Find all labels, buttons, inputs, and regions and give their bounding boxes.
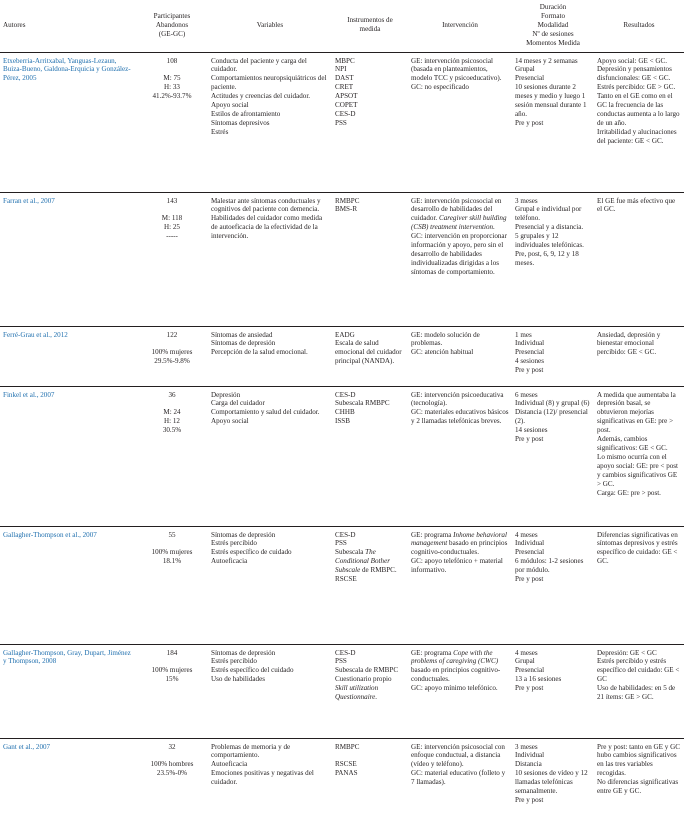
author-link[interactable]: Farran et al., 2007 [3, 196, 55, 205]
intervention-cell: GE: programa Inhome behavioral management basado en principios cognitivo-conductuales. GC: apoyo telefónico + material informativo. [408, 526, 512, 644]
author-link[interactable]: Gallagher-Thompson, Gray, Dupart, Jiménez y Thompson, 2008 [3, 648, 131, 666]
header-intervencion: Intervención [408, 0, 512, 52]
instruments-cell: EADG Escala de salud emocional del cuidador principal (NANDA). [332, 326, 408, 386]
duration-cell: 3 meses Grupal e individual por teléfono. Presencial y a distancia. 5 grupales y 12 individuales telefónicas. Pre, post, 6, 9, 12 y 18 meses. [512, 192, 594, 326]
variables-cell: Síntomas de depresión Estrés percibido Estrés específico de cuidado Autoeficacia [208, 526, 332, 644]
header-resultados: Resultados [594, 0, 684, 52]
author-link[interactable]: Ferré-Grau et al., 2012 [3, 330, 68, 339]
author-cell [0, 738, 136, 834]
header-participantes: Participantes Abandonos (GE-GC) [136, 0, 208, 52]
table-row [0, 738, 684, 834]
results-cell: Diferencias significativas en síntomas depresivos y estrés específico de cuidado: GE < GC. [594, 526, 684, 644]
results-cell: Pre y post: tanto en GE y GC hubo cambios significativos en las tres variables recogidas. No diferencias significativas entre GE y GC. [597, 742, 680, 796]
participants-cell: 108 M: 75 H: 33 41.2%-93.7% [136, 52, 208, 192]
intervention-cell: GE: intervención psicoeducativa (tecnología). GC: materiales educativos básicos y 2 llamadas telefónicas breves. [408, 386, 512, 526]
table-row [0, 52, 684, 192]
variables-cell: Depresión Carga del cuidador Comportamiento y salud del cuidador. Apoyo social [208, 386, 332, 526]
author-cell [0, 192, 136, 326]
header-duracion: Duración Formato Modalidad Nº de sesiones Momentos Medida [512, 0, 594, 52]
instruments-cell: RMBPC BMS-R [332, 192, 408, 326]
author-cell [0, 526, 136, 644]
variables-cell: Conducta del paciente y carga del cuidador. Comportamientos neuropsiquiátricos del paciente. Actitudes y creencias del cuidador. Apoyo social Estilos de afrontamiento Síntomas depresivos Estrés [208, 52, 332, 192]
variables-cell: Síntomas de ansiedad Síntomas de depresión Percepción de la salud emocional. [208, 326, 332, 386]
intervention-cell: GE: intervención psicosocial en desarrollo de habilidades del cuidador. Caregiver skill building (CSB) treatment intervention. GC: intervención en proporcionar información y apoyo, pero sin el desarrollo de habilidades individualizadas dirigidas a los síntomas de comportamiento. [408, 192, 512, 326]
header-row [0, 0, 684, 52]
author-link[interactable]: Finkel et al., 2007 [3, 390, 55, 399]
author-cell [0, 326, 136, 386]
author-cell [0, 52, 136, 192]
participants-cell: 55 100% mujeres 18.1% [136, 526, 208, 644]
variables-cell: Síntomas de depresión Estrés percibido Estrés específico del cuidado Uso de habilidades [208, 644, 332, 738]
results-cell: Ansiedad, depresión y bienestar emocional percibido: GE < GC. [594, 326, 684, 386]
instruments-cell: CES-D PSS Subescala de RMBPC Cuestionario propio Skill utilization Questionnaire. [332, 644, 408, 738]
table-row [0, 386, 684, 526]
participants-cell: 184 100% mujeres 15% [136, 644, 208, 738]
instruments-cell: MBPC NPI DAST CRET APSOT COPET CES-D PSS [332, 52, 408, 192]
variables-cell: Malestar ante síntomas conductuales y cognitivos del paciente con demencia. Habilidades del cuidador como medida de autoeficacia de la efectividad de la intervención. [208, 192, 332, 326]
table-row [0, 192, 684, 326]
intervention-cell: GE: modelo solución de problemas. GC: atención habitual [408, 326, 512, 386]
header-autores: Autores [0, 0, 136, 52]
instruments-cell: CES-D Subescala RMBPC CHHB ISSB [332, 386, 408, 526]
instruments-cell: RMBPC RSCSE PANAS [335, 742, 360, 778]
duration-cell: 1 mes Individual Presencial 4 sesiones Pre y post [512, 326, 594, 386]
participants-cell: 122 100% mujeres 29.5%-9.8% [136, 326, 208, 386]
duration-cell: 6 meses Individual (8) y grupal (6) Distancia (12)/ presencial (2). 14 sesiones Pre y post [512, 386, 594, 526]
table-row [0, 526, 684, 644]
duration-cell: 3 meses Individual Distancia 10 sesiones de vídeo y 12 llamadas telefónicas semanalmente. Pre y post [515, 742, 588, 804]
participants-cell: 32 100% hombres 23.5%-0% [150, 742, 194, 778]
results-cell: A medida que aumentaba la depresión basal, se obtuvieron mejorías significativas en GE: pre > post. Además, cambios significativos: GE < GC. Lo mismo ocurría con el apoyo social: GE: pre < post y cambios significativos GE > GC. Carga: GE: pre > post. [594, 386, 684, 526]
results-cell: El GE fue más efectivo que el GC. [594, 192, 684, 326]
author-cell [0, 644, 136, 738]
variables-cell: Problemas de memoria y de comportamiento. Autoeficacia Emociones positivas y negativas del cuidador. [211, 742, 314, 787]
participants-cell: 143 M: 118 H: 25 ----- [136, 192, 208, 326]
author-link[interactable]: Etxeberria-Arritxabal, Yanguas-Lezaun, Buiza-Bueno, Galdona-Erquicia y González-Pérez, 2005 [3, 56, 131, 83]
author-cell [0, 386, 136, 526]
intervention-cell: GE: intervención psicosocial (basada en planteamientos, modelo TCC y psicoeducativo). GC: no especificado [408, 52, 512, 192]
duration-cell: 4 meses Grupal Presencial 13 a 16 sesiones Pre y post [512, 644, 594, 738]
intervention-cell: GE: programa Cope with the problems of caregiving (CWC) basado en principios cognitivo-conductuales. GC: apoyo mínimo telefónico. [408, 644, 512, 738]
duration-cell: 4 meses Individual Presencial 6 módulos: 1-2 sesiones por módulo. Pre y post [512, 526, 594, 644]
participants-cell: 36 M: 24 H: 12 30.5% [136, 386, 208, 526]
results-cell: Apoyo social: GE < GC. Depresión y pensamientos disfuncionales: GE < GC. Estrés percibido: GE > GC. Tanto en el GE como en el GC la frecuencia de las conductas aumenta a lo largo de un año. Irritabilidad y alucinaciones del paciente: GE < GC. [594, 52, 684, 192]
instruments-cell: CES-D PSS Subescala The Conditional Bother Subscale de RMBPC. RSCSE [332, 526, 408, 644]
author-link[interactable]: Gallagher-Thompson et al., 2007 [3, 530, 97, 539]
table-row [0, 644, 684, 738]
duration-cell: 14 meses y 2 semanas Grupal Presencial 10 sesiones durante 2 meses y medio y luego 1 sesión mensual durante 1 año. Pre y post [512, 52, 594, 192]
results-cell: Depresión: GE < GC Estrés percibido y estrés específico del cuidado: GE < GC Uso de habilidades: en 5 de 21 ítems: GE > GC. [594, 644, 684, 738]
author-link[interactable]: Gant et al., 2007 [3, 742, 51, 751]
intervention-cell: GE: intervención psicosocial con enfoque conductual, a distancia (vídeo y teléfono). GC: material educativo (folleto y 7 llamadas). [411, 742, 506, 787]
header-variables: Variables [208, 0, 332, 52]
header-instrumentos: Instrumentos de medida [332, 0, 408, 52]
table-row [0, 326, 684, 386]
